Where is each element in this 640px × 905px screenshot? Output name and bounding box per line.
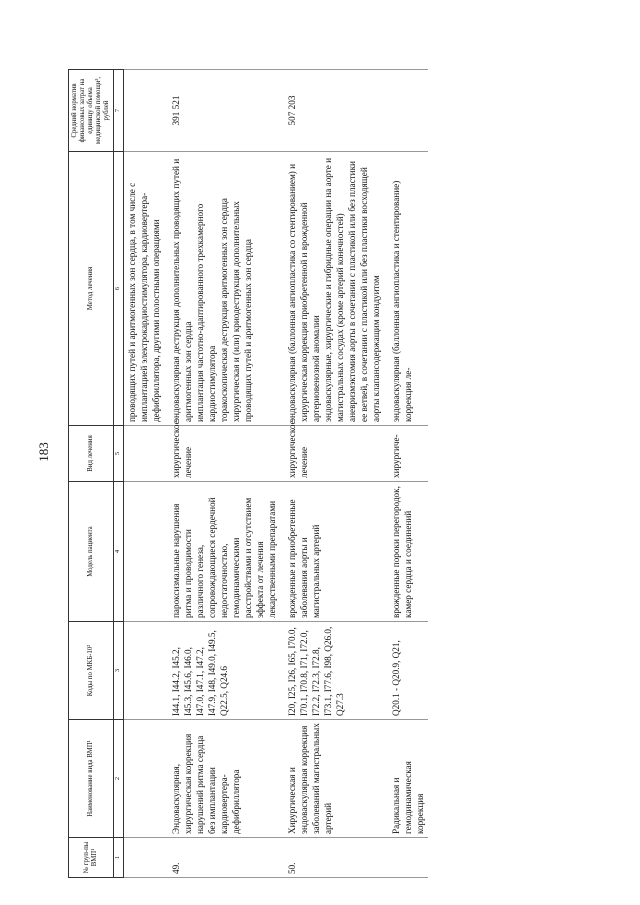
vmp-table: [68, 69, 428, 878]
method-item: торакоскопическая деструкция аритмогенных зон сердца: [219, 198, 229, 422]
column-number: 7: [114, 70, 124, 152]
patient-model: пароксизмальные нарушения ритма и проводимости различного генеза, сопровождающиеся сердечной недостаточностью, гемодинамическими расстройствами и отсутствием эффекта от лечения лекарственными препаратами: [168, 482, 280, 622]
continuation-row: [124, 70, 165, 878]
header-treatment-method: Метод лечения: [69, 152, 114, 426]
column-number: 5: [114, 426, 124, 482]
cost-value: 391 521: [168, 70, 280, 152]
patient-model: врожденные пороки перегородок, камер сердца и соединений: [388, 482, 428, 622]
header-row: [69, 70, 114, 878]
page-number: 183: [36, 442, 51, 462]
method-item: эндоваскулярная (баллонная ангиопластика со стентированием) и хирургическая коррекция приобретенной и врожденной артериовенозной аномалии: [287, 163, 321, 422]
method-item: эндоваскулярная (баллонная ангиопластика и стентирование) коррекция ле-: [391, 180, 413, 422]
group-number: [388, 838, 428, 878]
vmp-name: Хирургическая и эндоваскулярная коррекция заболеваний магистральных артерий: [284, 720, 384, 838]
treatment-methods: [388, 152, 428, 426]
treatment-methods: [168, 152, 280, 426]
vmp-name: Эндоваскулярная, хирургическая коррекция нарушений ритма сердца без имплантации кардиовертера-дефибриллятора: [168, 720, 280, 838]
treatment-type: хирургиче-: [388, 426, 428, 482]
header-group-number: № груп-пы ВМП¹: [69, 838, 114, 878]
method-item: эндоваскулярные, хирургические и гибридные операции на аорте и магистральных сосудах (кроме артерий конечностей): [323, 157, 345, 422]
header-treatment-type: Вид лечения: [69, 426, 114, 482]
column-number: 3: [114, 622, 124, 720]
icd-codes: I20, I25, I26, I65, I70.0, I70.1, I70.8, I71, I72.0, I72.2, I72.3, I72.8, I73.1, I77.6, I98, Q26.0, Q27.3: [284, 622, 384, 720]
table-row: [168, 70, 280, 878]
header-cost: Средний норматив финансовых затрат на единицу объема медицинской помощи³, рублей: [69, 70, 114, 152]
vmp-name: Радикальная и гемодинамическая коррекция: [388, 720, 428, 838]
method-item: эндоваскулярная деструкция дополнительных проводящих путей и аритмогенных зон сердца: [171, 158, 193, 422]
treatment-methods: [284, 152, 384, 426]
method-item: хирургическая и (или) криодеструкция дополнительных проводящих путей и аритмогенных зон сердца: [231, 201, 253, 422]
icd-codes: Q20.1 - Q20.9, Q21,: [388, 622, 428, 720]
continued-method-text: проводящих путей и аритмогенных зон сердца, в том числе с имплантацией электрокардиостимулятора, кардиовертера-дефибриллятора, другими полостными операциями: [124, 152, 165, 426]
column-number: 1: [114, 838, 124, 878]
treatment-type: хирургическое лечение: [168, 426, 280, 482]
method-item: имплантация частотно-адаптированного трехкамерного кардиостимулятора: [195, 203, 217, 422]
cost-value: [388, 70, 428, 152]
patient-model: врожденные и приобретенные заболевания аорты и магистральных артерий: [284, 482, 384, 622]
table-row: [284, 70, 384, 878]
treatment-type: хирургическое лечение: [284, 426, 384, 482]
table-row: [388, 70, 428, 878]
header-patient-model: Модель пациента: [69, 482, 114, 622]
method-item: аневризмэктомия аорты в сочетании с пластикой или без пластики ее ветвей, в сочетании с пластикой или без пластики восходящей аорты клапансодержащим кондуитом: [347, 161, 381, 422]
cost-value: 507 203: [284, 70, 384, 152]
rotated-table-page: [68, 70, 632, 878]
header-vmp-name: Наименование вида ВМП¹: [69, 720, 114, 838]
group-number: 50.: [284, 838, 384, 878]
group-number: 49.: [168, 838, 280, 878]
column-number-row: [114, 70, 124, 878]
icd-codes: I44.1, I44.2, I45.2, I45.3, I45.6, I46.0, I47.0, I47.1, I47.2, I47.9, I48, I49.0, I49.5, Q22.5, Q24.6: [168, 622, 280, 720]
header-icd-codes: Коды по МКБ-10²: [69, 622, 114, 720]
column-number: 6: [114, 152, 124, 426]
column-number: 2: [114, 720, 124, 838]
column-number: 4: [114, 482, 124, 622]
